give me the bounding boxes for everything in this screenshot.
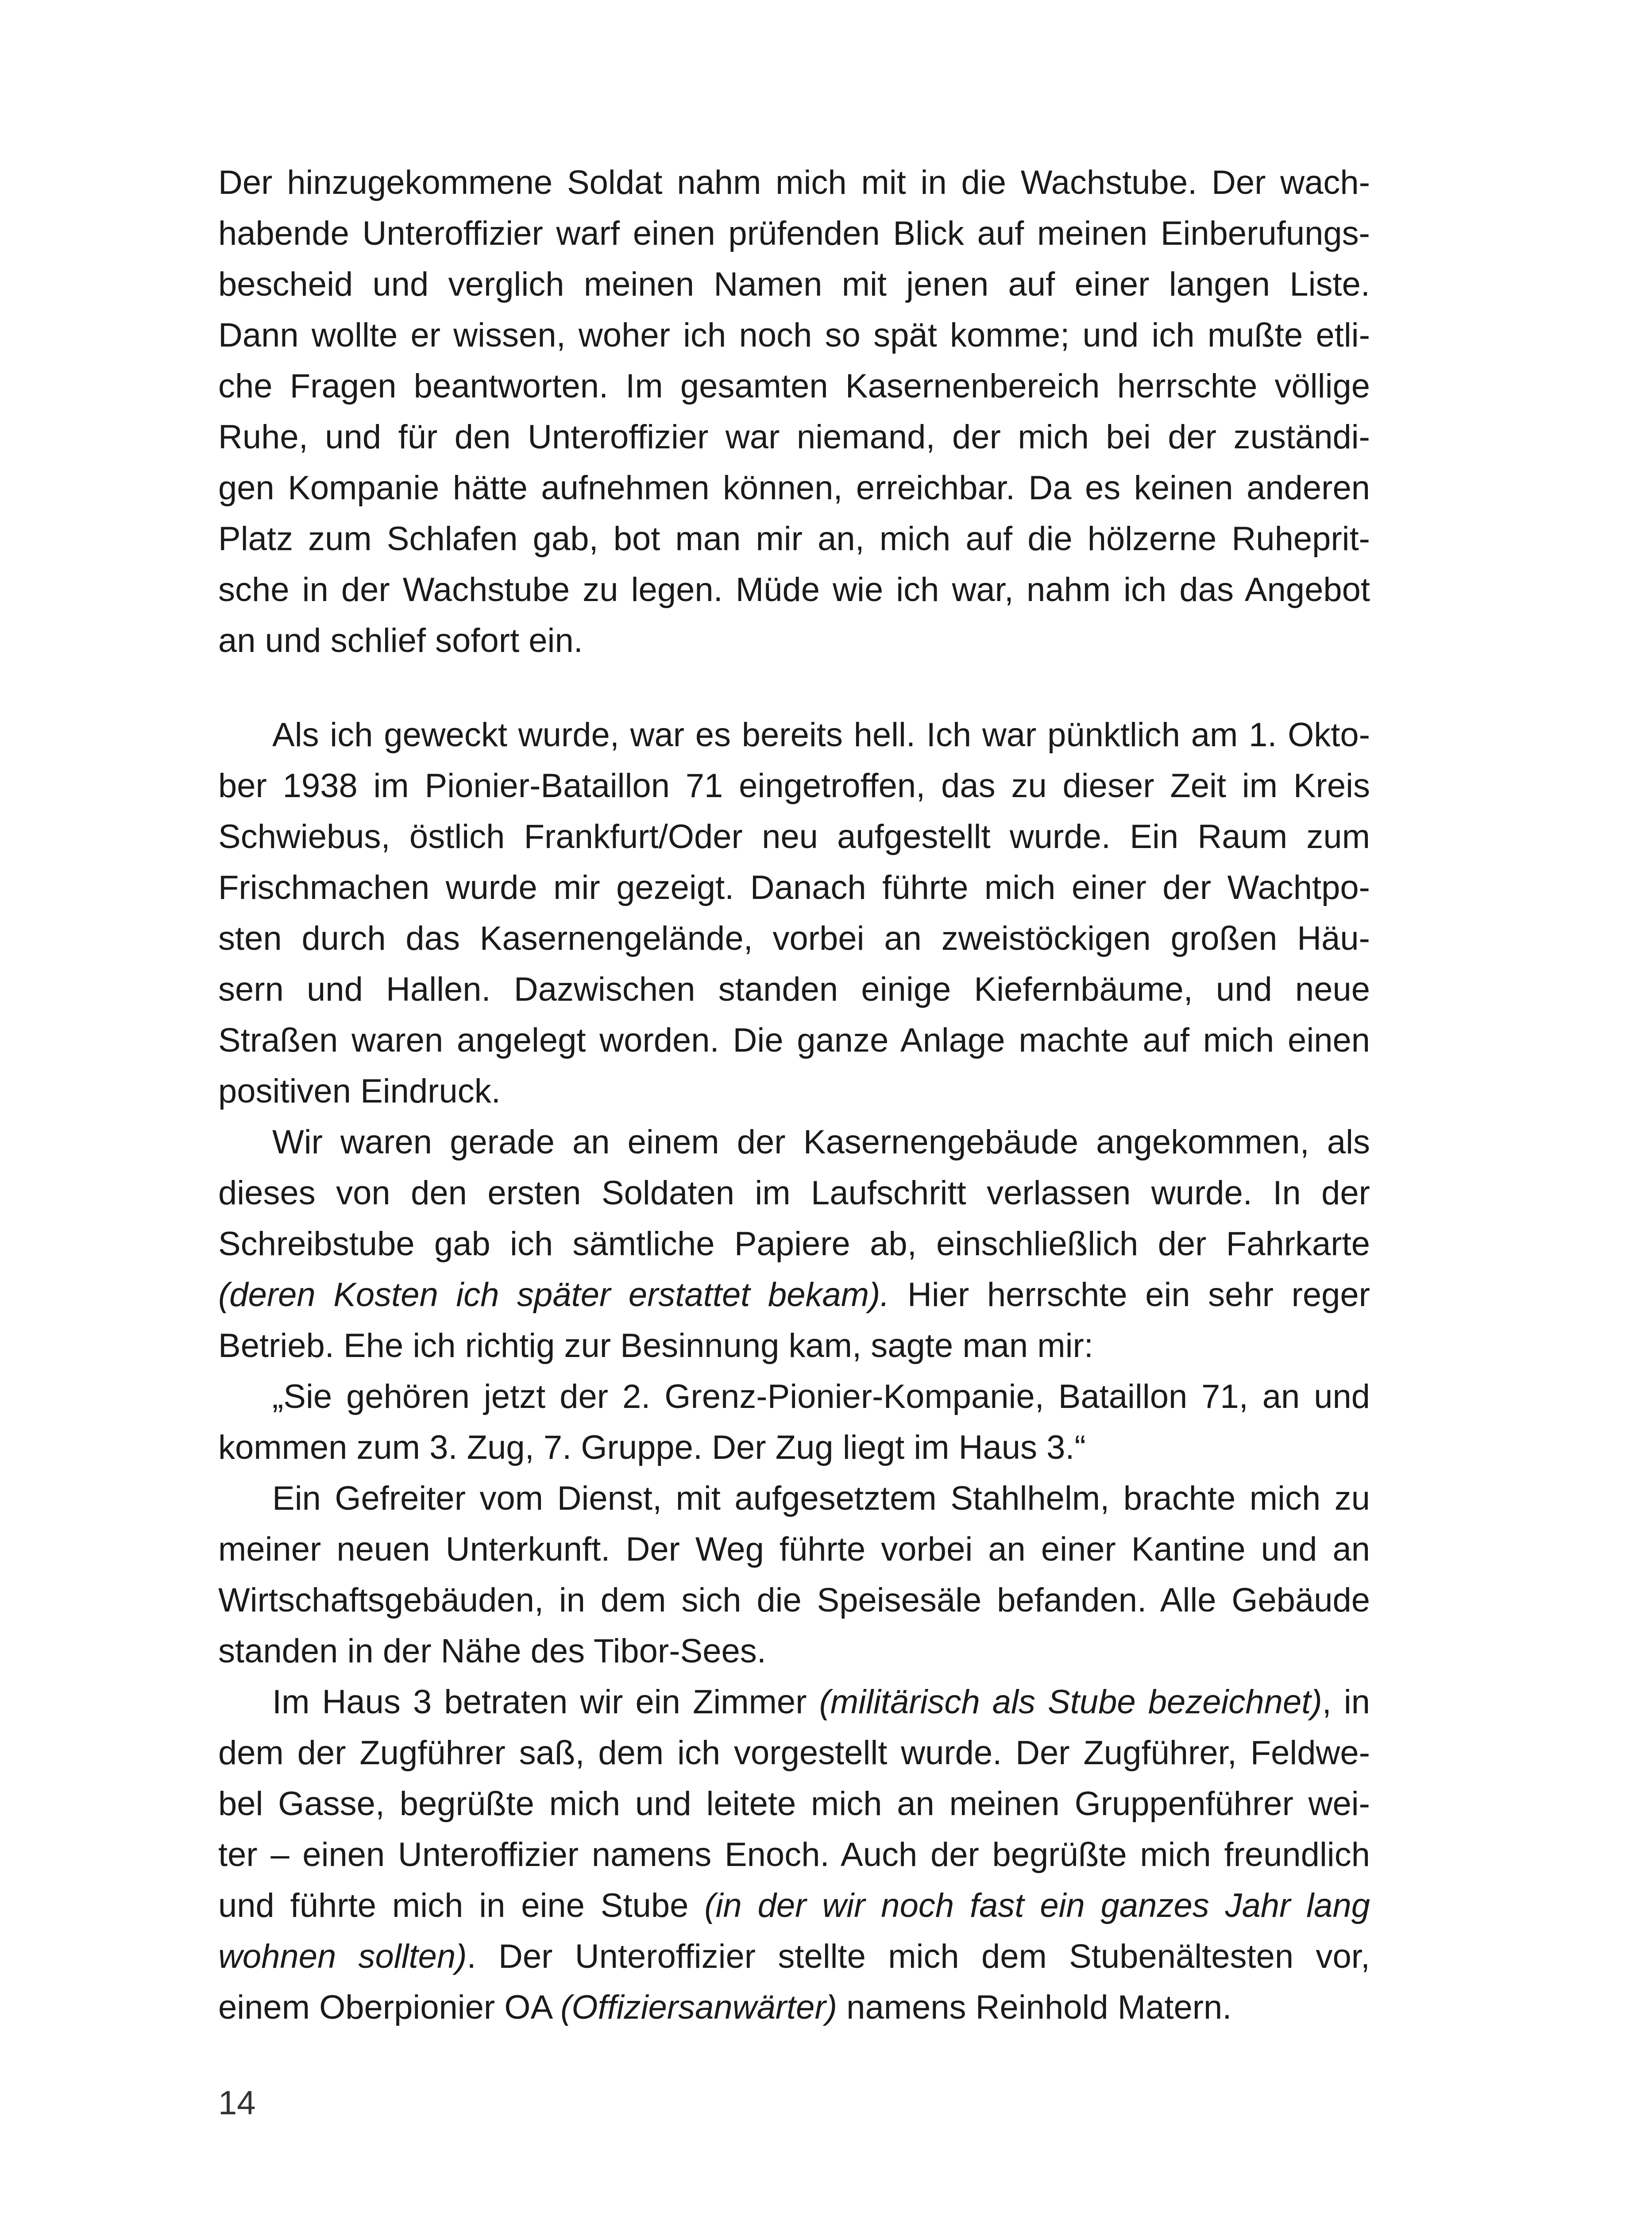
text-line: Straßen waren angelegt worden. Die ganze Anlage machte auf mich einen — [218, 1022, 1370, 1059]
text-line: „Sie gehören jetzt der 2. Grenz-Pionier-Kompanie, Bataillon 71, an und — [272, 1378, 1370, 1415]
paragraph — [218, 709, 1370, 1117]
section-gap — [218, 666, 1370, 709]
italic-aside: (militärisch als Stube bezeichnet) — [819, 1683, 1322, 1721]
paragraph — [218, 157, 1370, 666]
text-line: Dann wollte er wissen, woher ich noch so spät komme; und ich mußte etli- — [218, 316, 1370, 354]
text-run: Hier herrschte ein sehr reger — [889, 1276, 1370, 1314]
text-line: Betrieb. Ehe ich richtig zur Besinnung kam, sagte man mir: — [218, 1327, 1093, 1365]
paragraph — [218, 1117, 1370, 1371]
text-line: meiner neuen Unterkunft. Der Weg führte vorbei an einer Kantine und an — [218, 1531, 1370, 1568]
text-line: sten durch das Kasernengelände, vorbei an zweistöckigen großen Häu- — [218, 920, 1370, 957]
text-line: dem der Zugführer saß, dem ich vorgestellt wurde. Der Zugführer, Feldwe- — [218, 1734, 1370, 1772]
text-line: Als ich geweckt wurde, war es bereits hell. Ich war pünktlich am 1. Okto- — [272, 716, 1370, 754]
text-line: Schwiebus, östlich Frankfurt/Oder neu aufgestellt wurde. Ein Raum zum — [218, 818, 1370, 856]
text-line: habende Unteroffizier warf einen prüfenden Blick auf meinen Einberufungs- — [218, 215, 1370, 252]
text-line: Wir waren gerade an einem der Kasernengebäude angekommen, als — [272, 1123, 1370, 1161]
text-line: Wirtschaftsgebäuden, in dem sich die Speisesäle befanden. Alle Gebäude — [218, 1581, 1370, 1619]
text-line: positiven Eindruck. — [218, 1072, 501, 1110]
text-line: Frischmachen wurde mir gezeigt. Danach führte mich einer der Wachtpo- — [218, 869, 1370, 906]
italic-aside: (deren Kosten ich später erstattet bekam). — [218, 1276, 890, 1314]
quoted-speech — [218, 1371, 1370, 1473]
page-number: 14 — [218, 2084, 256, 2122]
text-line — [218, 1677, 1370, 1727]
text-line: sern und Hallen. Dazwischen standen einige Kiefernbäume, und neue — [218, 971, 1370, 1008]
text-run: namens Reinhold Matern. — [837, 1989, 1232, 2026]
text-line: standen in der Nähe des Tibor-Sees. — [218, 1632, 766, 1670]
paragraph — [218, 1677, 1370, 2033]
text-run: , in — [1322, 1683, 1370, 1721]
text-run: einem Oberpionier OA — [218, 1989, 561, 2026]
text-line: ter – einen Unteroffizier namens Enoch. Auch der begrüßte mich freundlich — [218, 1836, 1370, 1874]
text-line: che Fragen beantworten. Im gesamten Kasernenbereich herrschte völlige — [218, 367, 1370, 405]
text-line — [218, 1982, 1370, 2033]
text-line: an und schlief sofort ein. — [218, 622, 583, 659]
text-line: gen Kompanie hätte aufnehmen können, erreichbar. Da es keinen anderen — [218, 469, 1370, 507]
italic-aside: (in der wir noch fast ein ganzes Jahr lang — [704, 1887, 1370, 1924]
paragraph — [218, 1473, 1370, 1677]
text-line: Ein Gefreiter vom Dienst, mit aufgesetztem Stahlhelm, brachte mich zu — [272, 1480, 1370, 1517]
italic-aside: wohnen sollten) — [218, 1938, 467, 1975]
text-line: bel Gasse, begrüßte mich und leitete mich an meinen Gruppenführer wei- — [218, 1785, 1370, 1823]
text-line: ber 1938 im Pionier-Bataillon 71 eingetroffen, das zu dieser Zeit im Kreis — [218, 767, 1370, 805]
text-run: Im Haus 3 betraten wir ein Zimmer — [272, 1683, 819, 1721]
text-line: bescheid und verglich meinen Namen mit jenen auf einer langen Liste. — [218, 266, 1370, 303]
text-line: dieses von den ersten Soldaten im Laufschritt verlassen wurde. In der — [218, 1174, 1370, 1212]
text-line: kommen zum 3. Zug, 7. Gruppe. Der Zug liegt im Haus 3.“ — [218, 1429, 1086, 1466]
text-line — [218, 1269, 1370, 1320]
text-run: . Der Unteroffizier stellte mich dem Stubenältesten vor, — [467, 1938, 1370, 1975]
body-text — [218, 157, 1370, 2033]
text-line: Platz zum Schlafen gab, bot man mir an, mich auf die hölzerne Ruheprit- — [218, 520, 1370, 558]
text-line: sche in der Wachstube zu legen. Müde wie ich war, nahm ich das Angebot — [218, 571, 1370, 609]
text-line — [218, 1880, 1370, 1931]
text-line — [218, 1931, 1370, 1982]
text-run: und führte mich in eine Stube — [218, 1887, 705, 1924]
text-line: Ruhe, und für den Unteroffizier war niemand, der mich bei der zuständi- — [218, 418, 1370, 456]
text-line: Schreibstube gab ich sämtliche Papiere ab, einschließlich der Fahrkarte — [218, 1225, 1370, 1263]
italic-aside: (Offiziersanwärter) — [560, 1989, 838, 2026]
text-line: Der hinzugekommene Soldat nahm mich mit in die Wachstube. Der wach- — [218, 164, 1370, 201]
